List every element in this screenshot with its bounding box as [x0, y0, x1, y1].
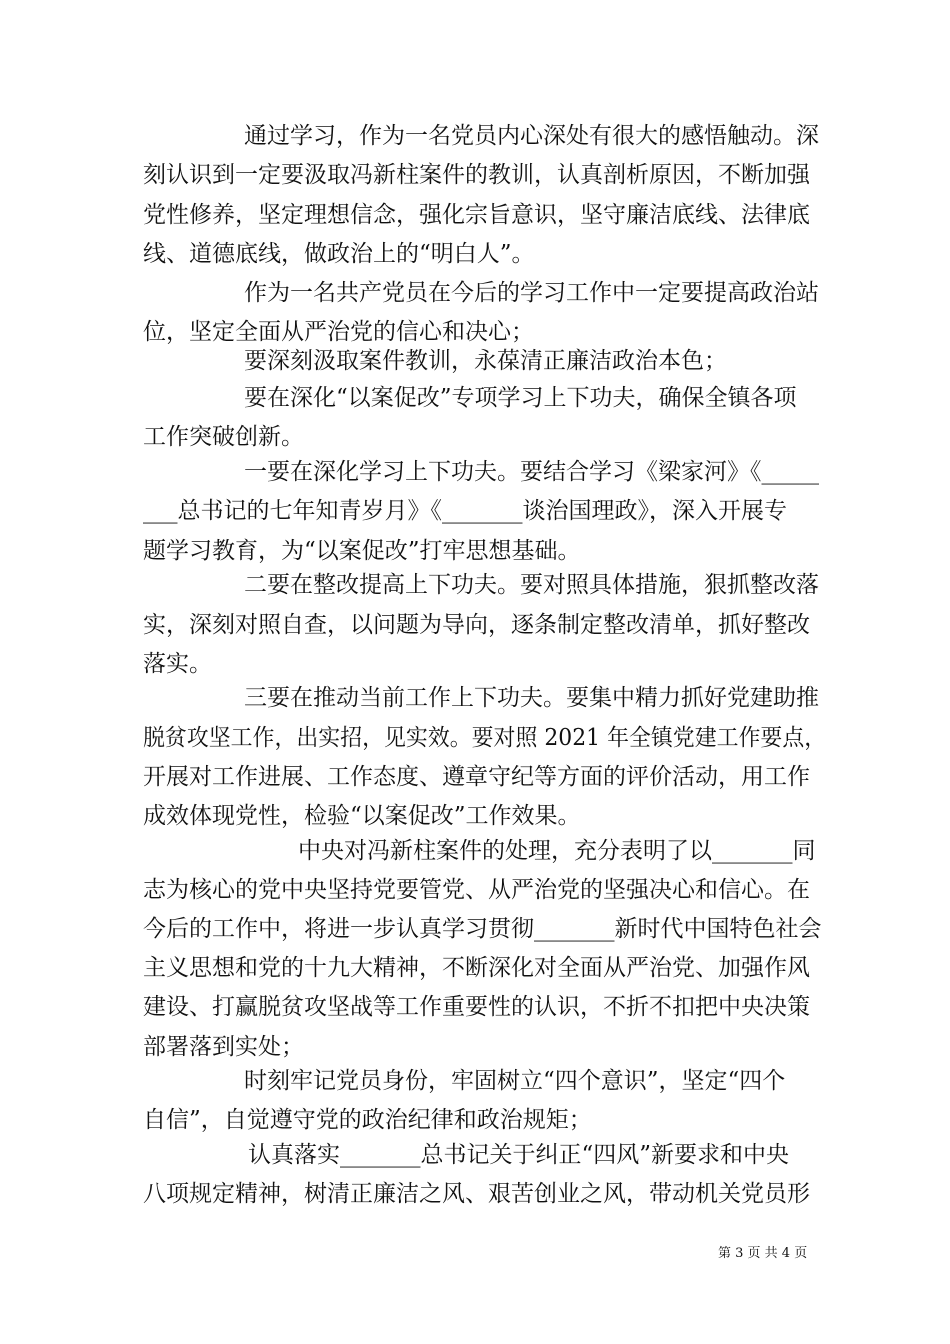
text-line: 线、道德底线，做政治上的“明白人”。	[143, 241, 535, 267]
text-line: 八项规定精神，树清正廉洁之风、艰苦创业之风，带动机关党员形	[143, 1181, 810, 1207]
text-line: 中央对冯新柱案件的处理，充分表明了以_______同	[298, 838, 816, 864]
text-line: 建设、打赢脱贫攻坚战等工作重要性的认识，不折不扣把中央决策	[143, 994, 810, 1020]
text-line: 主义思想和党的十九大精神，不断深化对全面从严治党、加强作风	[143, 955, 810, 981]
text-line: 题学习教育，为“以案促改”打牢思想基础。	[143, 538, 581, 564]
text-line: 成效体现党性，检验“以案促改”工作效果。	[143, 803, 581, 829]
text-line: 工作突破创新。	[143, 424, 304, 450]
text-line: 三要在推动当前工作上下功夫。要集中精力抓好党建助推	[244, 685, 819, 711]
text-line: 实，深刻对照自查，以问题为导向，逐条制定整改清单，抓好整改	[143, 612, 810, 638]
text-line: 刻认识到一定要汲取冯新柱案件的教训，认真剖析原因，不断加强	[143, 162, 810, 188]
text-line: 落实。	[143, 651, 212, 677]
text-line: 认真落实_______总书记关于纠正“四风”新要求和中央	[248, 1142, 790, 1168]
text-line: 位，坚定全面从严治党的信心和决心；	[143, 319, 534, 345]
text-line: 志为核心的党中央坚持党要管党、从严治党的坚强决心和信心。在	[143, 877, 810, 903]
text-line: 要在深化“以案促改”专项学习上下功夫，确保全镇各项	[244, 385, 797, 411]
text-line: 一要在深化学习上下功夫。要结合学习《梁家河》《_____	[244, 459, 819, 485]
text-line: 通过学习，作为一名党员内心深处有很大的感悟触动。深	[244, 123, 819, 149]
text-line: 开展对工作进展、工作态度、遵章守纪等方面的评价活动，用工作	[143, 764, 810, 790]
text-line: 今后的工作中，将进一步认真学习贯彻_______新时代中国特色社会	[143, 916, 822, 942]
text-line: 部署落到实处；	[143, 1034, 304, 1060]
text-line: 党性修养，坚定理想信念，强化宗旨意识，坚守廉洁底线、法律底	[143, 202, 810, 228]
text-line: 要深刻汲取案件教训，永葆清正廉洁政治本色；	[244, 348, 727, 374]
text-line: 自信”，自觉遵守党的政治纪律和政治规矩；	[143, 1107, 592, 1133]
text-line: 时刻牢记党员身份，牢固树立“四个意识”，坚定“四个	[244, 1068, 786, 1094]
text-line: 二要在整改提高上下功夫。要对照具体措施，狠抓整改落	[244, 572, 819, 598]
text-line: 脱贫攻坚工作，出实招，见实效。要对照 2021 年全镇党建工作要点，	[143, 725, 827, 751]
text-line: 作为一名共产党员在今后的学习工作中一定要提高政治站	[244, 280, 819, 306]
text-line: ___总书记的七年知青岁月》《_______谈治国理政》，深入开展专	[143, 498, 787, 524]
page-number-footer: 第 3 页 共 4 页	[718, 1246, 808, 1261]
